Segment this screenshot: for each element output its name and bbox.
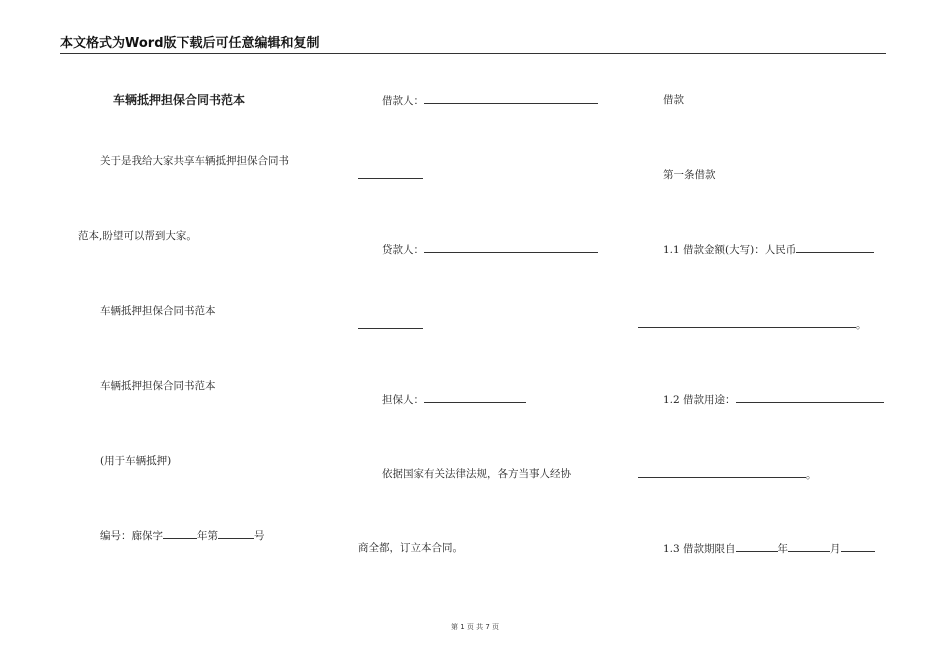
purpose-row: [663, 392, 884, 407]
document-header: [60, 35, 886, 54]
guarantor-row: [382, 392, 526, 407]
amount-row: [663, 242, 874, 257]
number-blank-1: [163, 528, 197, 539]
guarantor-blank: [424, 392, 526, 403]
purpose-row-continued: [638, 467, 817, 482]
basis-line-1: 依据国家有关法律法规，各方当事人经协: [382, 468, 571, 480]
section-title: 借款: [663, 94, 684, 106]
term-month: 月: [830, 543, 841, 555]
usage-note: (用于车辆抵押): [100, 455, 172, 467]
borrower-row: [382, 93, 598, 108]
purpose-label: 1.2 借款用途：: [663, 394, 736, 406]
lender-row: [382, 242, 598, 257]
amount-blank: [796, 242, 874, 253]
term-blank-1: [736, 541, 778, 552]
purpose-period: 。: [806, 469, 817, 481]
intro-line-1: 关于是我给大家共享车辆抵押担保合同书: [100, 155, 289, 167]
purpose-blank-continued: [638, 467, 806, 478]
purpose-blank: [736, 392, 884, 403]
number-blank-2: [218, 528, 254, 539]
number-suffix: 号: [254, 530, 265, 542]
lender-label: 贷款人：: [382, 244, 424, 256]
number-year: 年第: [197, 530, 218, 542]
borrower-label: 借款人：: [382, 95, 424, 107]
term-row: [663, 541, 875, 556]
borrower-blank: [424, 93, 598, 104]
term-year: 年: [777, 543, 789, 555]
term-blank-3: [841, 541, 875, 552]
borrower-blank-continued: [358, 178, 423, 179]
lender-blank: [424, 242, 598, 253]
lender-blank-continued: [358, 328, 423, 329]
number-prefix: 编号：廊保字: [100, 530, 163, 542]
term-label: 1.3 借款期限自: [663, 543, 736, 555]
amount-period: 。: [856, 319, 867, 331]
basis-line-2: 商全都，订立本合同。: [358, 542, 463, 554]
header-text: 本文格式为Word版下载后可任意编辑和复制: [60, 36, 320, 51]
subtitle-1: 车辆抵押担保合同书范本: [100, 305, 216, 317]
article-1-heading: 第一条借款: [663, 169, 716, 181]
page-number: 第 1 页 共 7 页: [450, 623, 500, 631]
document-title: 车辆抵押担保合同书范本: [113, 93, 246, 107]
intro-line-2: 范本,盼望可以帮到大家。: [78, 230, 197, 242]
amount-label: 1.1 借款金额(大写)：人民币: [663, 244, 797, 256]
amount-blank-continued: [638, 317, 856, 328]
amount-row-continued: [638, 317, 867, 332]
guarantor-label: 担保人：: [382, 394, 424, 406]
contract-number: [100, 528, 265, 543]
subtitle-2: 车辆抵押担保合同书范本: [100, 380, 216, 392]
term-blank-2: [788, 541, 830, 552]
